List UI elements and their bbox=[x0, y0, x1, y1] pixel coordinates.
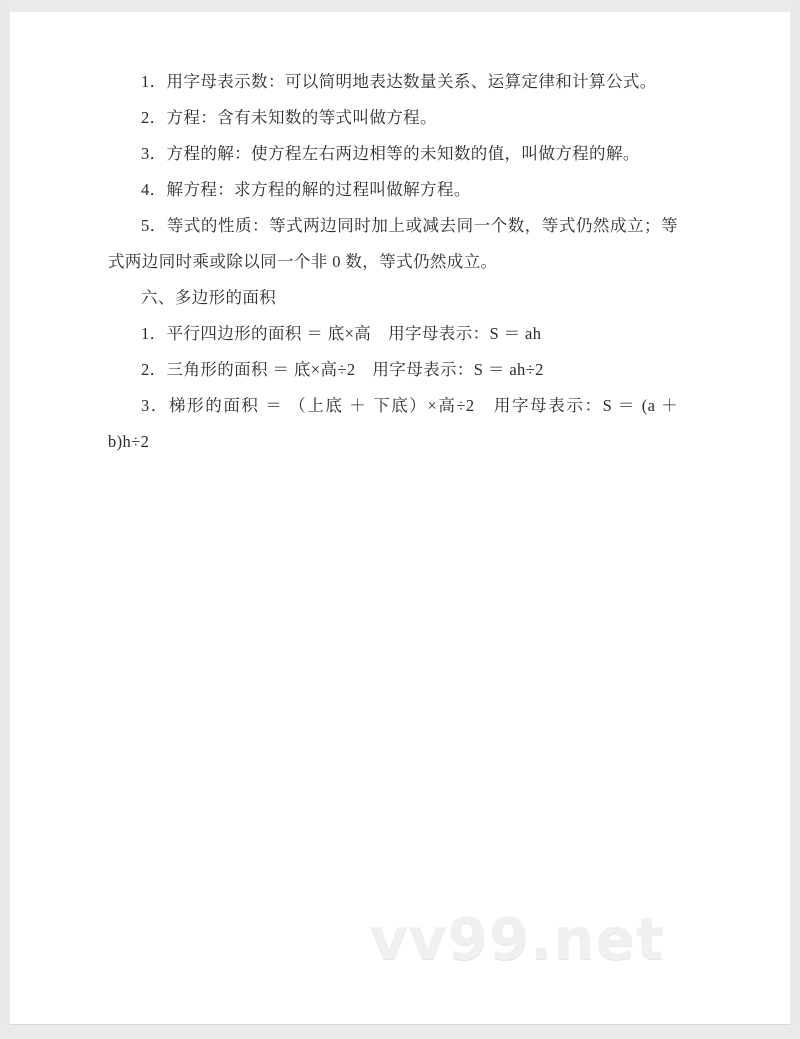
list-item: 2．三角形的面积 ＝ 底×高÷2 用字母表示：S ＝ ah÷2 bbox=[141, 360, 544, 379]
watermark: vv99.net bbox=[370, 905, 665, 973]
list-item: 3．梯形的面积 ＝ （上底 ＋ 下底）×高÷2 用字母表示：S ＝ (a ＋ b)h÷2 bbox=[108, 396, 678, 451]
list-item: 1．平行四边形的面积 ＝ 底×高 用字母表示：S ＝ ah bbox=[141, 324, 542, 343]
page-edge-right bbox=[790, 0, 800, 1039]
list-item: 4．解方程：求方程的解的过程叫做解方程。 bbox=[141, 180, 471, 199]
list-item: 5．等式的性质：等式两边同时加上或减去同一个数，等式仍然成立；等式两边同时乘或除以同一个非 0 数，等式仍然成立。 bbox=[108, 216, 678, 271]
document-text-body bbox=[108, 64, 678, 460]
list-item: 2．方程：含有未知数的等式叫做方程。 bbox=[141, 108, 437, 127]
list-item: 3．方程的解：使方程左右两边相等的未知数的值，叫做方程的解。 bbox=[141, 144, 640, 163]
section-heading: 六、多边形的面积 bbox=[141, 288, 277, 307]
list-item: 1．用字母表示数：可以简明地表达数量关系、运算定律和计算公式。 bbox=[141, 72, 657, 91]
page-bottom-rule bbox=[10, 1024, 790, 1025]
page-edge-left bbox=[0, 0, 10, 1039]
page-edge-bottom bbox=[0, 1025, 800, 1039]
page-edge-top bbox=[0, 0, 800, 12]
